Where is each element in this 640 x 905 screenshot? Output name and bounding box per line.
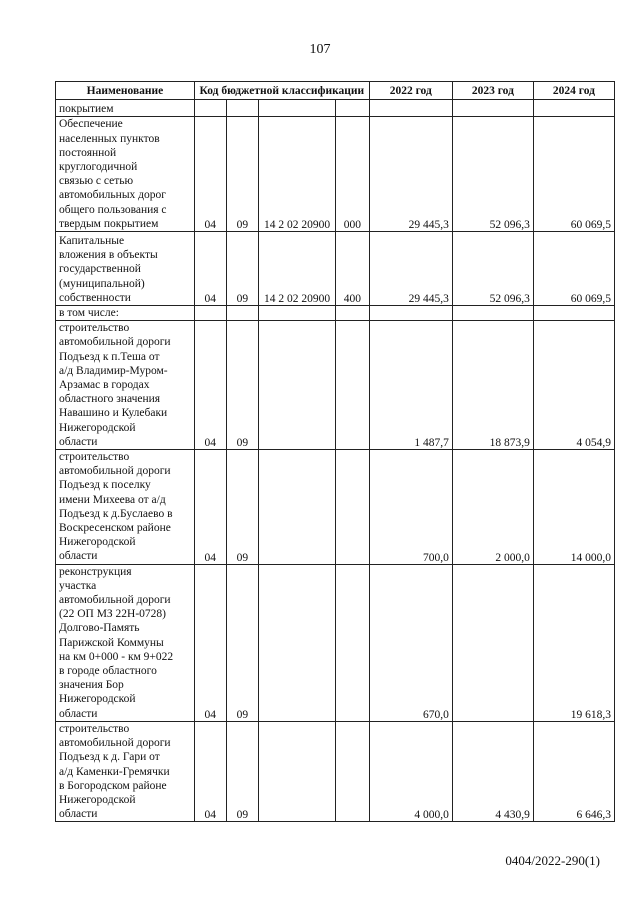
row-subsection — [226, 306, 259, 321]
row-value-2023: 2 000,0 — [452, 450, 533, 565]
row-value-2024: 14 000,0 — [533, 450, 614, 565]
row-target-article: 14 2 02 20900 — [259, 117, 336, 232]
row-expense-type: 400 — [335, 232, 369, 306]
row-value-2024: 60 069,5 — [533, 117, 614, 232]
row-value-2023: 52 096,3 — [452, 117, 533, 232]
row-value-2024: 19 618,3 — [533, 564, 614, 721]
row-subsection: 09 — [226, 450, 259, 565]
table-row — [56, 117, 615, 232]
row-section: 04 — [194, 721, 226, 821]
row-target-article — [259, 306, 336, 321]
row-target-article: 14 2 02 20900 — [259, 232, 336, 306]
table-row — [56, 321, 615, 450]
table-row — [56, 564, 615, 721]
row-value-2023: 18 873,9 — [452, 321, 533, 450]
row-target-article — [259, 100, 336, 117]
row-value-2022: 700,0 — [369, 450, 452, 565]
header-2022: 2022 год — [369, 82, 452, 100]
row-expense-type — [335, 564, 369, 721]
row-value-2023: 52 096,3 — [452, 232, 533, 306]
row-name: в том числе: — [56, 306, 195, 321]
row-expense-type — [335, 100, 369, 117]
row-target-article — [259, 721, 336, 821]
table-row — [56, 232, 615, 306]
row-value-2022 — [369, 306, 452, 321]
page-number: 107 — [309, 42, 331, 57]
row-expense-type — [335, 721, 369, 821]
row-value-2023 — [452, 564, 533, 721]
table-header-row — [56, 82, 615, 100]
row-value-2024: 6 646,3 — [533, 721, 614, 821]
row-section: 04 — [194, 450, 226, 565]
row-section: 04 — [194, 232, 226, 306]
row-subsection: 09 — [226, 564, 259, 721]
row-expense-type — [335, 306, 369, 321]
row-section — [194, 306, 226, 321]
row-expense-type — [335, 450, 369, 565]
row-subsection: 09 — [226, 321, 259, 450]
table-row — [56, 306, 615, 321]
row-value-2024: 4 054,9 — [533, 321, 614, 450]
row-value-2022: 29 445,3 — [369, 117, 452, 232]
table-row — [56, 450, 615, 565]
header-2024: 2024 год — [533, 82, 614, 100]
header-code: Код бюджетной классификации — [194, 82, 369, 100]
row-target-article — [259, 450, 336, 565]
row-section: 04 — [194, 564, 226, 721]
row-value-2023 — [452, 306, 533, 321]
row-name: покрытием — [56, 100, 195, 117]
row-name: реконструкция участка автомобильной дороги (22 ОП МЗ 22Н-0728) Долгово-Память Парижской Коммуны на км 0+000 - км 9+022 в городе областного значения Бор Нижегородской области — [56, 564, 195, 721]
row-subsection: 09 — [226, 721, 259, 821]
row-expense-type — [335, 321, 369, 450]
row-name: строительство автомобильной дороги Подъезд к п.Теша от а/д Владимир-Муром- Арзамас в городах областного значения Навашино и Кулебаки Нижегородской области — [56, 321, 195, 450]
header-name: Наименование — [56, 82, 195, 100]
table-row — [56, 721, 615, 821]
row-value-2024: 60 069,5 — [533, 232, 614, 306]
row-value-2022: 4 000,0 — [369, 721, 452, 821]
row-section: 04 — [194, 321, 226, 450]
row-name: строительство автомобильной дороги Подъезд к д. Гари от а/д Каменки-Гремячки в Богородском районе Нижегородской области — [56, 721, 195, 821]
row-subsection — [226, 100, 259, 117]
header-2023: 2023 год — [452, 82, 533, 100]
row-target-article — [259, 321, 336, 450]
row-name: Обеспечение населенных пунктов постоянной круглогодичной связью с сетью автомобильных дорог общего пользования с твердым покрытием — [56, 117, 195, 232]
row-section — [194, 100, 226, 117]
row-expense-type: 000 — [335, 117, 369, 232]
row-value-2022 — [369, 100, 452, 117]
row-value-2024 — [533, 100, 614, 117]
row-target-article — [259, 564, 336, 721]
row-section: 04 — [194, 117, 226, 232]
table-row — [56, 100, 615, 117]
row-name: Капитальные вложения в объекты государственной (муниципальной) собственности — [56, 232, 195, 306]
budget-table — [55, 81, 615, 822]
row-value-2022: 29 445,3 — [369, 232, 452, 306]
row-name: строительство автомобильной дороги Подъезд к поселку имени Михеева от а/д Подъезд к д.Буслаево в Воскресенском районе Нижегородской области — [56, 450, 195, 565]
row-value-2022: 1 487,7 — [369, 321, 452, 450]
row-value-2023 — [452, 100, 533, 117]
row-value-2023: 4 430,9 — [452, 721, 533, 821]
row-subsection: 09 — [226, 232, 259, 306]
row-subsection: 09 — [226, 117, 259, 232]
row-value-2024 — [533, 306, 614, 321]
document-number: 0404/2022-290(1) — [505, 853, 600, 868]
row-value-2022: 670,0 — [369, 564, 452, 721]
